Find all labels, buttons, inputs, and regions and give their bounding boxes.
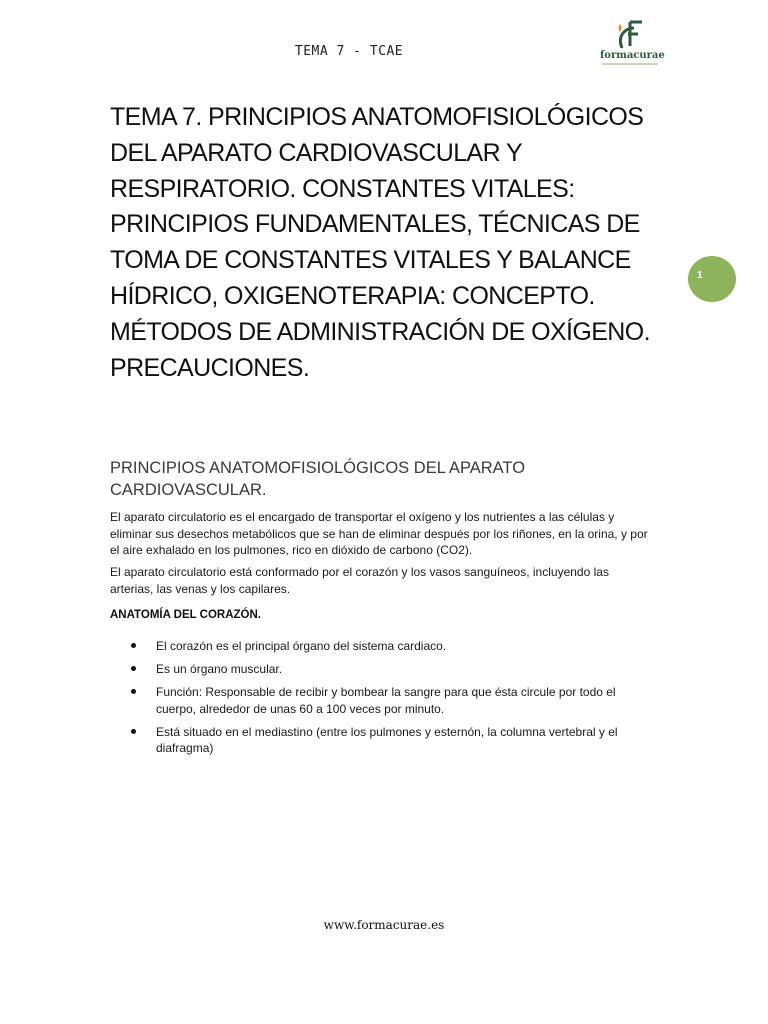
subheading-heart-anatomy: ANATOMÍA DEL CORAZÓN. (110, 609, 261, 621)
footer-url[interactable]: www.formacurae.es (323, 918, 445, 932)
page-number: 1 (697, 270, 703, 281)
bullet-icon (131, 643, 136, 648)
formacurae-logo (600, 18, 665, 66)
list-item (130, 684, 658, 717)
paragraph-circulatory-components: El aparato circulatorio está conformado por el corazón y los vasos sanguíneos, incluyendo las arterias, las venas y los capilares. (110, 565, 609, 596)
list-item (130, 661, 658, 678)
bullet-icon (131, 729, 136, 734)
page-number-badge (688, 256, 736, 302)
list-item-text: Función: Responsable de recibir y bombear la sangre para que ésta circule por todo el cuerpo, alrededor de unas 60 a 100 veces por minuto. (156, 685, 616, 716)
header-title: TEMA 7 - TCAE (294, 44, 404, 59)
bullet-icon (131, 666, 136, 671)
list-item (130, 638, 658, 655)
paragraph-circulatory-function: El aparato circulatorio es el encargado de transportar el oxígeno y los nutrientes a las células y eliminar sus desechos metabólicos que se han de eliminar después por los riñones, en la orina, y por el aire exhalado en los pulmones, rico en dióxido de carbono (CO2). (110, 510, 648, 557)
list-item (130, 724, 658, 757)
logo-underline (602, 63, 658, 65)
document-title: TEMA 7. PRINCIPIOS ANATOMOFISIOLÓGICOS DEL APARATO CARDIOVASCULAR Y RESPIRATORIO. CONSTANTES VITALES: PRINCIPIOS FUNDAMENTALES, TÉCNICAS DE TOMA DE CONSTANTES VITALES Y BALANCE HÍDRICO, OXIGENOTERAPIA: CONCEPTO. MÉTODOS DE ADMINISTRACIÓN DE OXÍGENO. PRECAUCIONES. (110, 103, 650, 382)
logo-text: formacurae (600, 50, 665, 61)
list-item-text: El corazón es el principal órgano del sistema cardiaco. (156, 639, 447, 653)
heart-facts-list (130, 638, 658, 763)
formacurae-logo-icon (612, 18, 648, 50)
bullet-icon (131, 689, 136, 694)
list-item-text: Está situado en el mediastino (entre los pulmones y esternón, la columna vertebral y el diafragma) (156, 724, 618, 755)
section-heading: PRINCIPIOS ANATOMOFISIOLÓGICOS DEL APARATO CARDIOVASCULAR. (110, 459, 526, 499)
list-item-text: Es un órgano muscular. (156, 662, 283, 676)
